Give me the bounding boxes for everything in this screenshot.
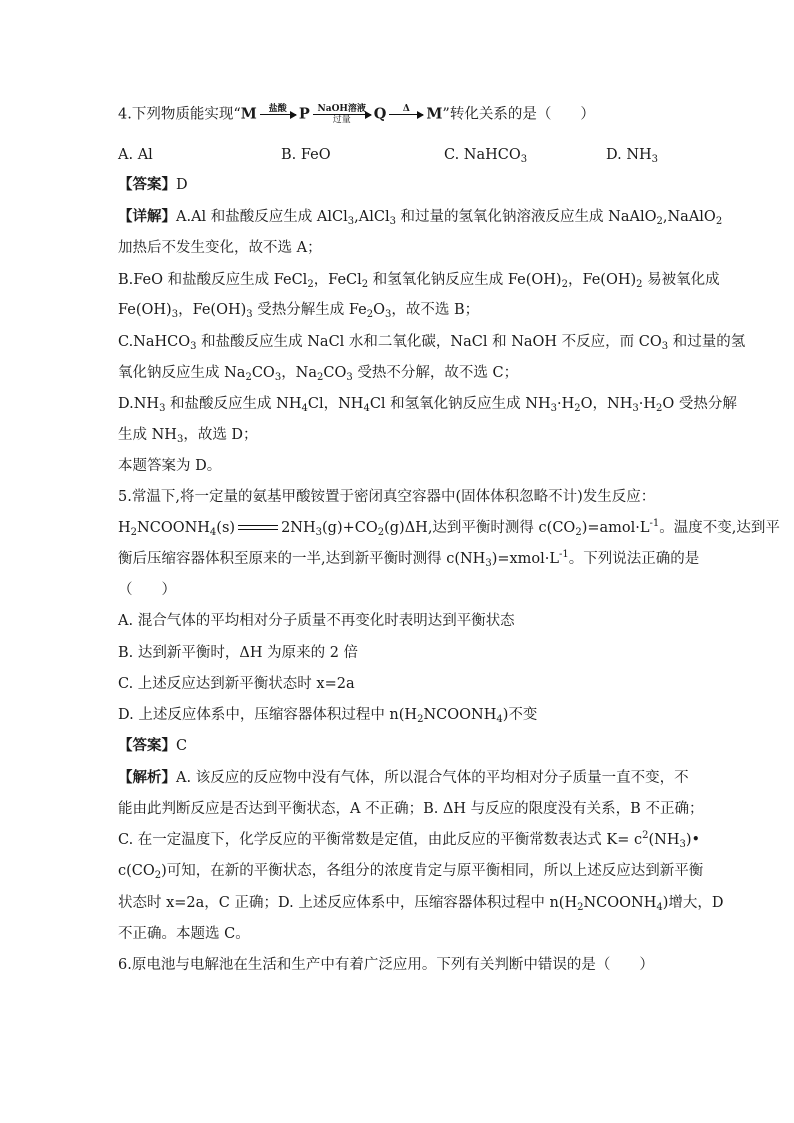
q5-answer: 【答案】C xyxy=(118,737,188,754)
q4-stem xyxy=(118,104,678,125)
q4-option-d: D. $NH_3$ xyxy=(606,147,659,165)
q4-q: Q xyxy=(373,105,387,123)
q5-analysis-1: 【解析】A. 该反应的反应物中没有气体，所以混合气体的平均相对分子质量一直不变，不 xyxy=(118,769,689,786)
q5-stem-4: （ ） xyxy=(118,582,176,598)
q4-detail-c: C.NaHCO$_3$ 和盐酸反应生成 NaCl 水和二氧化碳，NaCl 和 NaOH 不反应，而 $CO_3$ 和过量的氢 xyxy=(118,334,746,352)
q4-detail-d-cont: 生成 $NH_3$，故选 D； xyxy=(118,427,258,445)
q5-stem-3: 衡后压缩容器体积至原来的一半,达到新平衡时测得 $c(NH_3)=xmol\cdot L^{-1}$。下列说法正确的是 xyxy=(118,549,700,569)
q4-conclusion: 本题答案为 D。 xyxy=(118,458,222,474)
q5-option-b: B. 达到新平衡时，ΔH 为原来的 2 倍 xyxy=(118,645,359,661)
q4-arrow1-top: 盐酸 xyxy=(268,104,287,114)
q4-stem-suffix: ”转化关系的是（ ） xyxy=(442,106,595,123)
q5-option-c: C. 上述反应达到新平衡状态时 x=2a xyxy=(118,676,355,692)
q4-stem-prefix: 4.下列物质能实现“ xyxy=(118,106,241,123)
q5-analysis-2: 能由此判断反应是否达到平衡状态，A 不正确；B. ΔH 与反应的限度没有关系，B 不正确； xyxy=(118,801,704,817)
q5-stem-2: $H_2NCOONH_4(s)$ $2NH_3(g)+CO_2(g)\Delta H$,达到平衡时测得 $c(CO_2)=amol\cdot L^{-1}$。温度不变,达到平 xyxy=(118,518,780,538)
q4-option-c: C. NaHCO$_3$ xyxy=(444,147,528,165)
q6-stem: 6.原电池与电解池在生活和生产中有着广泛应用。下列有关判断中错误的是（ ） xyxy=(118,957,654,973)
q4-arrow-3 xyxy=(389,104,423,125)
q4-option-b: B. FeO xyxy=(281,147,331,163)
q4-arrow-1 xyxy=(260,104,296,125)
q4-detail-c-cont: 氧化钠反应生成 $Na_2CO_3$，$Na_2CO_3$ 受热不分解，故不选 C； xyxy=(118,365,519,383)
q4-detail-b-cont: $Fe(OH)_3$，$Fe(OH)_3$ 受热分解生成 $Fe_2O_3$，故不选 B； xyxy=(118,302,480,320)
q4-detail-d: $D.NH_3$ 和盐酸反应生成 $NH_4Cl$，$NH_4Cl$ 和氢氧化钠反应生成 $NH_3\cdot H_2O$，$NH_3\cdot H_2O$ 受热分解 xyxy=(118,396,737,414)
q5-analysis-4: $c(CO_2)$可知，在新的平衡状态，各组分的浓度肯定与原平衡相同，所以上述反应达到新平衡 xyxy=(118,863,704,881)
q4-detail-a-cont: 加热后不发生变化，故不选 A； xyxy=(118,240,322,256)
q4-answer: 【答案】D xyxy=(118,176,188,193)
q4-arrow2-top: NaOH溶液 xyxy=(317,104,366,114)
q5-analysis-3: C. 在一定温度下，化学反应的平衡常数是定值，由此反应的平衡常数表达式 $K= c^2(NH_3)•$ xyxy=(118,830,701,850)
q4-arrow2-bottom: 过量 xyxy=(332,115,351,125)
q4-detail-b: B.FeO 和盐酸反应生成 FeCl$_2$，FeCl$_2$ 和氢氧化钠反应生成 $Fe(OH)_2$，$Fe(OH)_2$ 易被氧化成 xyxy=(118,272,720,290)
q4-detail-a: 【详解】A.Al 和盐酸反应生成 AlCl$_3$,AlCl$_3$ 和过量的氢氧化钠溶液反应生成 NaAlO$_2$,NaAlO$_2$ xyxy=(118,208,723,227)
q4-m1: M xyxy=(240,105,257,123)
q5-option-d: D. 上述反应体系中，压缩容器体积过程中 $n(H_2NCOONH_4)$不变 xyxy=(118,707,538,725)
q4-m2: M xyxy=(426,105,443,123)
q4-option-a: A. Al xyxy=(118,147,153,163)
q4-arrow3-top: Δ xyxy=(402,104,410,114)
q4-p: P xyxy=(298,105,310,123)
q5-analysis-5: 状态时 x=2a，C 正确；D. 上述反应体系中，压缩容器体积过程中 $n(H_2NCOONH_4)$增大，D xyxy=(118,895,724,913)
q5-analysis-6: 不正确。本题选 C。 xyxy=(118,926,250,942)
q5-stem-1: 5.常温下,将一定量的氨基甲酸铵置于密闭真空容器中(固体体积忽略不计)发生反应： xyxy=(118,489,656,505)
q5-option-a: A. 混合气体的平均相对分子质量不再变化时表明达到平衡状态 xyxy=(118,613,515,629)
q4-arrow-2 xyxy=(313,104,371,125)
